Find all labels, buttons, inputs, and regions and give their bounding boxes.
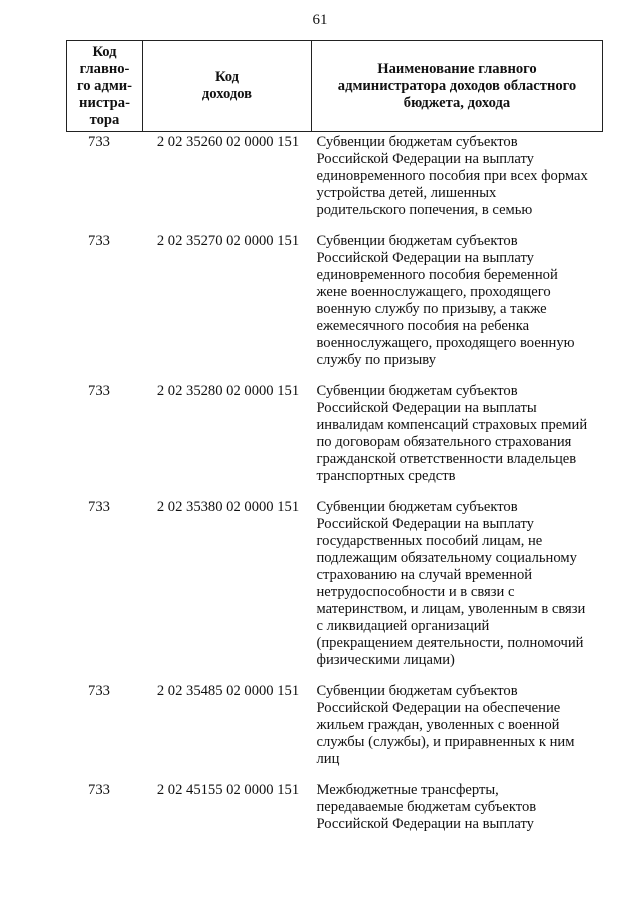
revenue-name-cell (312, 681, 603, 780)
name-line: военную службу по призыву, а также (316, 301, 547, 317)
name-line: Российской Федерации на выплату (316, 250, 534, 266)
name-line: по договорам обязательного страхования (316, 434, 572, 450)
name-line: Субвенции бюджетам субъектов (316, 499, 518, 515)
admin-code-cell: 733 (88, 683, 110, 699)
name-line: ежемесячного пособия на ребенка (316, 318, 530, 334)
header-admin-code-line: го адми- (76, 77, 133, 94)
revenue-code-cell: 2 02 35380 02 0000 151 (156, 499, 300, 515)
name-line: Российской Федерации на обеспечение (316, 700, 561, 716)
table-row (67, 780, 603, 845)
admin-code-cell: 733 (88, 499, 110, 515)
revenue-code-cell: 2 02 35280 02 0000 151 (156, 383, 300, 399)
table-row (67, 497, 603, 681)
name-line: физическими лицами) (316, 652, 455, 668)
revenue-name-cell (312, 780, 603, 845)
header-admin-code (67, 41, 143, 132)
header-admin-code-line: Код (92, 43, 117, 60)
name-line: лиц (316, 751, 340, 767)
header-admin-code-line: главно- (79, 60, 130, 77)
name-line: страхованию на случай временной (316, 567, 533, 583)
table-row (67, 381, 603, 497)
name-line: родительского попечения, в семью (316, 202, 533, 218)
table-header-row (67, 41, 603, 132)
revenue-code-cell: 2 02 45155 02 0000 151 (156, 782, 300, 798)
header-name-line: Наименование главного (377, 60, 537, 77)
revenue-name-cell (312, 231, 603, 381)
name-line: службу по призыву (316, 352, 436, 368)
name-line: Субвенции бюджетам субъектов (316, 233, 518, 249)
header-admin-code-line: тора (89, 111, 120, 128)
name-line: службы (службы), и приравненных к ним (316, 734, 575, 750)
header-name-line: бюджета, дохода (403, 94, 511, 111)
name-line: нетрудоспособности и в связи с (316, 584, 515, 600)
table-row (67, 231, 603, 381)
name-line: транспортных средств (316, 468, 456, 484)
admin-code-cell: 733 (88, 782, 110, 798)
name-line: Российской Федерации на выплату (316, 516, 534, 532)
name-line: жильем граждан, уволенных с военной (316, 717, 560, 733)
name-line: гражданской ответственности владельцев (316, 451, 577, 467)
revenue-codes-table (66, 40, 603, 845)
admin-code-cell: 733 (88, 134, 110, 150)
name-line: (прекращением деятельности, полномочий (316, 635, 584, 651)
name-line: Межбюджетные трансферты, (316, 782, 499, 798)
name-line: Субвенции бюджетам субъектов (316, 383, 518, 399)
admin-code-cell: 733 (88, 383, 110, 399)
table-row (67, 681, 603, 780)
header-revenue-code-line: Код (214, 69, 240, 85)
table-row (67, 132, 603, 232)
name-line: единовременного пособия при всех формах (316, 168, 588, 184)
name-line: Российской Федерации на выплату (316, 816, 534, 832)
name-line: государственных пособий лицам, не (316, 533, 543, 549)
header-name (312, 41, 603, 132)
name-line: жене военнослужащего, проходящего (316, 284, 551, 300)
name-line: единовременного пособия беременной (316, 267, 558, 283)
name-line: устройства детей, лишенных (316, 185, 497, 201)
name-line: Субвенции бюджетам субъектов (316, 134, 518, 150)
header-admin-code-line: нистра- (79, 94, 130, 111)
revenue-name-cell (312, 132, 603, 232)
name-line: Российской Федерации на выплату (316, 151, 534, 167)
name-line: подлежащим обязательному социальному (316, 550, 577, 566)
name-line: передаваемые бюджетам субъектов (316, 799, 537, 815)
revenue-code-cell: 2 02 35485 02 0000 151 (156, 683, 300, 699)
revenue-code-cell: 2 02 35270 02 0000 151 (156, 233, 300, 249)
revenue-code-cell: 2 02 35260 02 0000 151 (156, 134, 300, 150)
name-line: инвалидам компенсаций страховых премий (316, 417, 588, 433)
name-line: Российской Федерации на выплаты (316, 400, 537, 416)
admin-code-cell: 733 (88, 233, 110, 249)
revenue-name-cell (312, 381, 603, 497)
name-line: с ликвидацией организаций (316, 618, 490, 634)
header-name-line: администратора доходов областного (337, 77, 577, 94)
revenue-name-cell (312, 497, 603, 681)
header-revenue-code-line: доходов (201, 86, 253, 102)
page-number: 61 (312, 12, 328, 28)
header-revenue-code (143, 41, 312, 132)
name-line: Субвенции бюджетам субъектов (316, 683, 518, 699)
name-line: военнослужащего, проходящего военную (316, 335, 575, 351)
name-line: материнством, и лицам, уволенным в связи (316, 601, 586, 617)
